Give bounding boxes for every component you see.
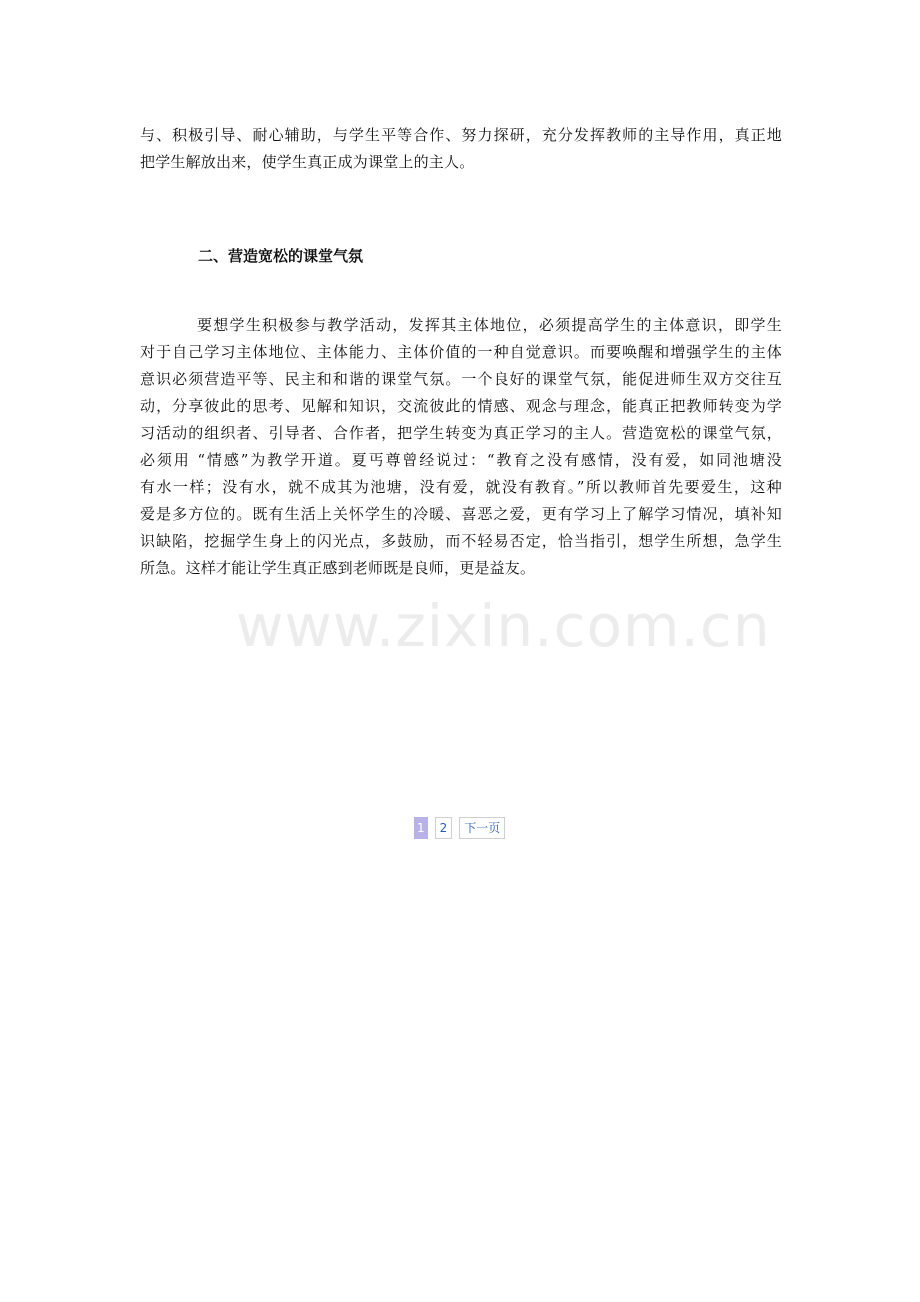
- watermark: www.zixin.com.cn: [236, 592, 771, 660]
- body-paragraph: [140, 312, 782, 582]
- paragraph-line: 与、积极引导、耐心辅助，与学生平等合作、努力探研，充分发挥教师的主导作用，真正地: [140, 126, 782, 144]
- paragraph-line: 动，分享彼此的思考、见解和知识，交流彼此的情感、观念与理念，能真正把教师转变为学: [140, 397, 782, 415]
- paragraph-line: 习活动的组织者、引导者、合作者，把学生转变为真正学习的主人。营造宽松的课堂气氛，: [140, 424, 782, 442]
- paragraph-line: 必须用 “情感”为教学开道。夏丐尊曾经说过：“教育之没有感情，没有爱，如同池塘没: [140, 451, 782, 469]
- paragraph-continuation: [140, 122, 782, 176]
- next-page-link[interactable]: 下一页: [459, 817, 505, 839]
- paragraph-line: 识缺陷，挖掘学生身上的闪光点，多鼓励，而不轻易否定，恰当指引，想学生所想，急学生: [140, 532, 782, 550]
- section-heading: 二、营造宽松的课堂气氛: [198, 247, 364, 265]
- paragraph-line: 爱是多方位的。既有生活上关怀学生的冷暖、喜恶之爱，更有学习上了解学习情况，填补知: [140, 505, 782, 523]
- paragraph-line: 把学生解放出来，使学生真正成为课堂上的主人。: [140, 153, 475, 171]
- page-1-current: 1: [414, 817, 428, 839]
- paragraph-line: 要想学生积极参与教学活动，发挥其主体地位，必须提高学生的主体意识，即学生: [197, 316, 782, 334]
- pagination: [414, 816, 505, 840]
- page-2-link[interactable]: 2: [435, 817, 453, 839]
- paragraph-line: 所急。这样才能让学生真正感到老师既是良师，更是益友。: [140, 559, 536, 577]
- paragraph-line: 对于自己学习主体地位、主体能力、主体价值的一种自觉意识。而要唤醒和增强学生的主体: [140, 343, 782, 361]
- paragraph-line: 意识必须营造平等、民主和和谐的课堂气氛。一个良好的课堂气氛，能促进师生双方交往互: [140, 370, 782, 388]
- paragraph-line: 有水一样；没有水，就不成其为池塘，没有爱，就没有教育。”所以教师首先要爱生，这种: [140, 478, 782, 496]
